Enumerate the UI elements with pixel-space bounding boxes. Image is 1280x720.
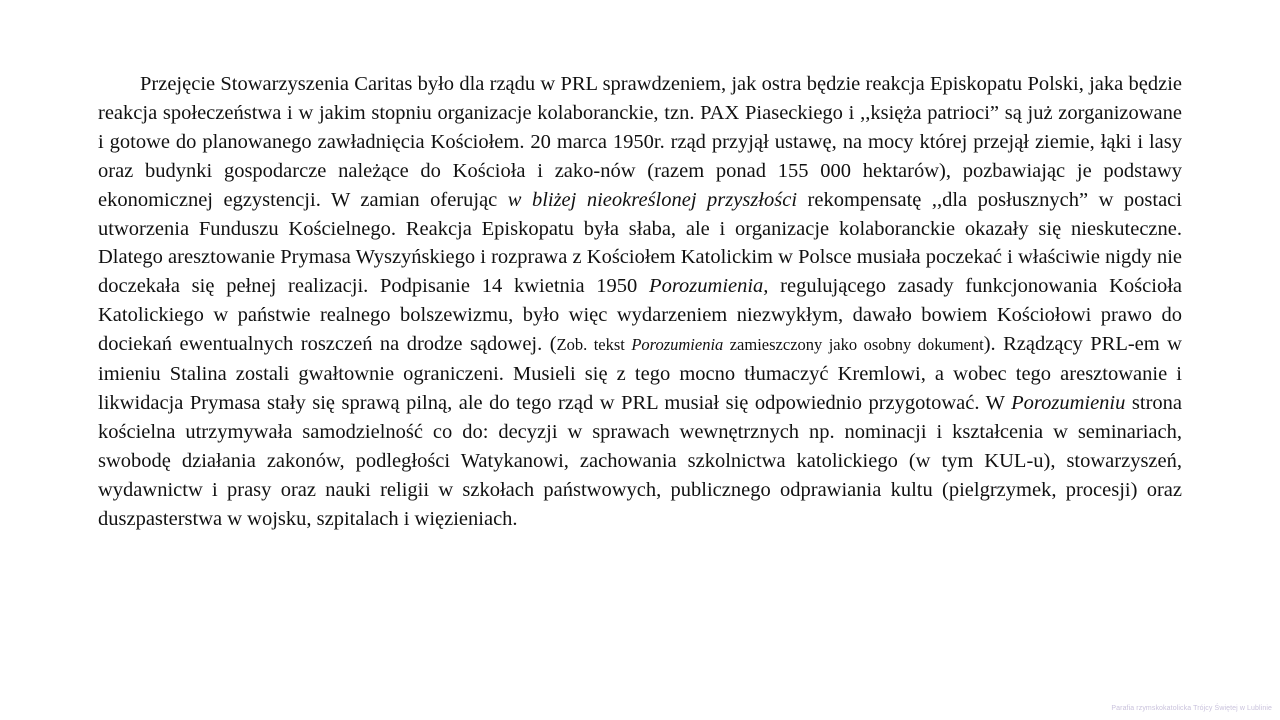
italic-title: Porozumieniu [1011,391,1126,414]
text-segment: strona kościelna utrzymywała samodzielność co do: decyzji w sprawach wewnętrznych np. nominacji i kształcenia w seminariach, swobodę działania zakonów, podległości Watykanowi, zachowania szkolnictwa katolickiego (w tym KUL-u), stowarzyszeń, wydawnictw i prasy oraz nauki religii w szkołach państwowych, publicznego odprawiania kultu (pielgrzymek, procesji) oraz duszpasterstwa w wojsku, szpitalach i więzieniach. [98,391,1182,530]
note-text: zamieszczony jako osobny dokument [723,335,984,355]
note-text: Zob. tekst [556,335,632,355]
italic-title: Porozumienia, [649,275,769,298]
body-paragraph [98,70,1182,534]
footer-caption: Parafia rzymskokatolicka Trójcy Świętej w Lublinie [1111,705,1272,712]
text-segment: Przejęcie Stowarzyszenia Caritas było dla rządu w PRL sprawdzeniem, jak ostra będzie reakcja Episkopatu Polski, jaka będzie reakcja społeczeństwa i w jakim stopniu organizacje kolaboranckie, tzn. PAX Piaseckiego i ,,księża patrioci” są już zorganizowane i gotowe do planowanego zawładnięcia Kościołem. 20 marca 1950r. rząd przyjął ustawę, na mocy której przejął ziemie, łąki i lasy oraz budynki gospodarcze należące do Kościoła i zako-nów (razem ponad 155 000 hektarów), pozbawiając je podstawy ekonomicznej egzystencji. W zamian oferując [98,73,1182,211]
text-segment: ). Rządzący PRL-em w imieniu Stalina zostali gwałtownie ograniczeni. Musieli się z tego mocno tłumaczyć Kremlowi, a wobec tego aresztowanie i likwidacja Prymasa stały się sprawą pilną, ale do tego rząd w PRL musiał się odpowiednio przygotować. W [98,333,1182,414]
text-segment: rekompensatę ,,dla posłusznych” w postaci utworzenia Funduszu Kościelnego. Reakcja Episkopatu była słaba, ale i organizacje kolaboranckie okazały się nieskuteczne. Dlatego aresztowanie Prymasa Wyszyńskiego i rozprawa z Kościołem Katolickim w Polsce musiała poczekać i właściwie nigdy nie doczekała się pełnej realizacji. Podpisanie 14 kwietnia 1950 [98,188,1182,298]
note-italic-title: Porozumienia [631,335,724,355]
text-segment: regulującego zasady funkcjonowania Kościoła Katolickiego w państwie realnego bolszewizmu, było więc wydarzeniem niezwykłym, dawało bowiem Kościołowi prawo do dociekań ewentualnych roszczeń na drodze sądowej. ( [98,275,1182,356]
italic-phrase: w bliżej nieokreślonej przyszłości [507,188,798,211]
